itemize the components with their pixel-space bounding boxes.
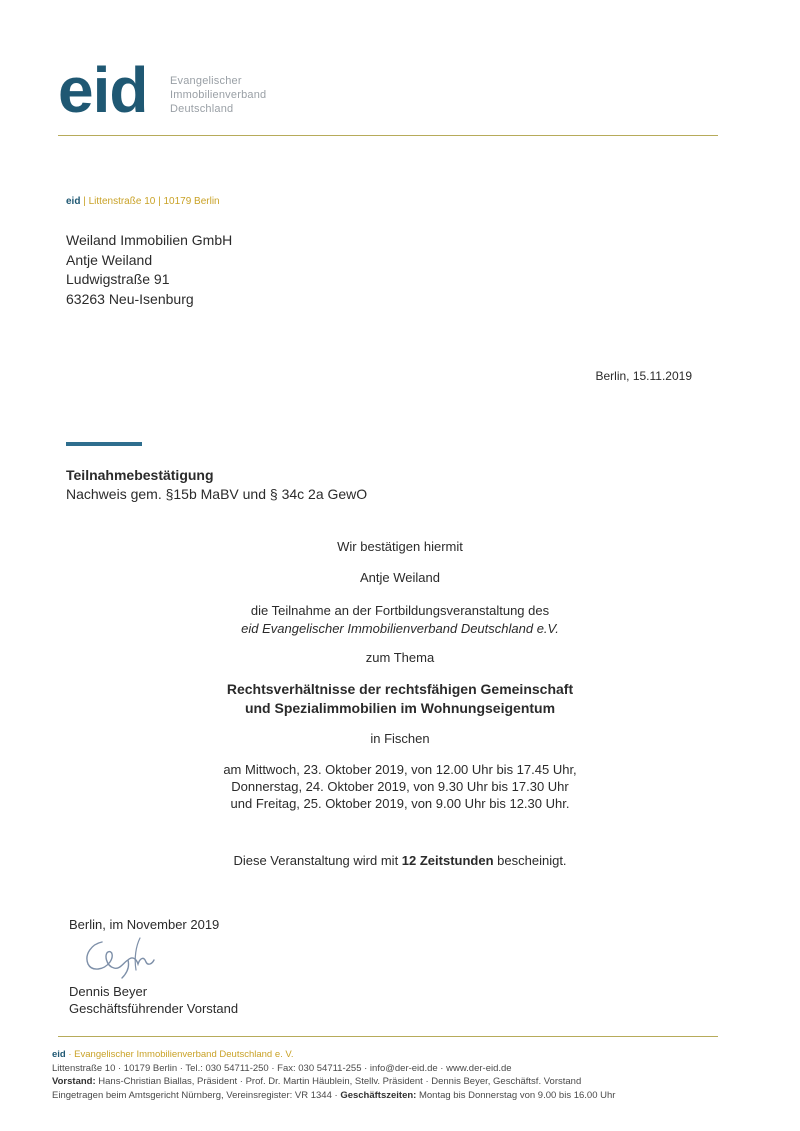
hours-count: 12 Zeitstunden bbox=[401, 853, 494, 868]
footer-register-line bbox=[52, 1089, 615, 1103]
footer bbox=[52, 1048, 615, 1102]
event-date-line: am Mittwoch, 23. Oktober 2019, von 12.00 Uhr bis 17.45 Uhr, bbox=[223, 762, 577, 777]
topic-label: zum Thema bbox=[365, 650, 435, 665]
organizer-name: eid Evangelischer Immobilienverband Deutschland e.V. bbox=[241, 621, 559, 636]
subject-subtitle: Nachweis gem. §15b MaBV und § 34c 2a GewO bbox=[66, 486, 368, 502]
event-date-line: und Freitag, 25. Oktober 2019, von 9.00 Uhr bis 12.30 Uhr. bbox=[230, 796, 570, 811]
hours-statement-pre: Diese Veranstaltung wird mit bbox=[233, 853, 402, 868]
header-rule bbox=[58, 135, 718, 136]
signatory-name: Dennis Beyer bbox=[69, 984, 148, 999]
event-topic-line: und Spezialimmobilien im Wohnungseigentum bbox=[244, 700, 556, 716]
footer-register: Eingetragen beim Amtsgericht Nürnberg, Vereinsregister: VR 1344 · bbox=[52, 1089, 341, 1101]
footer-board-label: Vorstand: bbox=[52, 1076, 96, 1087]
event-topic bbox=[130, 680, 670, 718]
subject-title: Teilnahmebestätigung bbox=[66, 467, 214, 483]
signature-place-date: Berlin, im November 2019 bbox=[69, 917, 220, 932]
footer-hours-label: Geschäftszeiten: bbox=[340, 1089, 417, 1101]
sender-brand: eid bbox=[66, 196, 81, 207]
logo-line: Evangelischer bbox=[170, 75, 242, 87]
sender-address: | Littenstraße 10 | 10179 Berlin bbox=[83, 196, 220, 207]
footer-board: Hans-Christian Biallas, Präsident · Prof. Dr. Martin Häublein, Stellv. Präsident · Dennis Beyer, Geschäftsf. Vorstand bbox=[95, 1076, 582, 1087]
footer-brand-line bbox=[52, 1048, 615, 1062]
participant-name: Antje Weiland bbox=[360, 570, 440, 585]
logo-wordmark bbox=[170, 74, 266, 116]
handwritten-signature bbox=[74, 934, 174, 982]
recipient-company: Weiland Immobilien GmbH bbox=[66, 232, 233, 248]
footer-rule bbox=[58, 1036, 718, 1037]
logo-line: Deutschland bbox=[170, 103, 234, 115]
event-topic-line: Rechtsverhältnisse der rechtsfähigen Gemeinschaft bbox=[226, 681, 574, 697]
letter-date: Berlin, 15.11.2019 bbox=[595, 369, 692, 383]
footer-contact: Littenstraße 10 · 10179 Berlin · Tel.: 030 54711-250 · Fax: 030 54711-255 · info@der-eid.de · www.der-eid.de bbox=[52, 1062, 512, 1074]
signatory-role: Geschäftsführender Vorstand bbox=[69, 1001, 239, 1016]
signatory bbox=[69, 983, 238, 1017]
event-dates bbox=[130, 761, 670, 812]
hours-statement-post: bescheinigt. bbox=[493, 853, 567, 868]
event-date-line: Donnerstag, 24. Oktober 2019, von 9.30 Uhr bis 17.30 Uhr bbox=[231, 779, 569, 794]
eid-logo: eid bbox=[58, 54, 148, 126]
hours-statement bbox=[130, 853, 670, 868]
recipient-street: Ludwigstraße 91 bbox=[66, 271, 170, 287]
event-location: in Fischen bbox=[370, 731, 430, 746]
recipient-city: 63263 Neu-Isenburg bbox=[66, 290, 194, 307]
subject bbox=[66, 466, 367, 504]
footer-brand: eid bbox=[52, 1049, 66, 1060]
confirmation-intro: Wir bestätigen hiermit bbox=[337, 539, 463, 554]
footer-brand-sub: · Evangelischer Immobilienverband Deutschland e. V. bbox=[65, 1049, 294, 1060]
event-organizer bbox=[130, 602, 670, 638]
footer-hours: Montag bis Donnerstag von 9.00 bis 16.00 Uhr bbox=[416, 1089, 616, 1101]
sender-line bbox=[66, 196, 220, 207]
recipient-person: Antje Weiland bbox=[66, 251, 153, 268]
subject-accent-bar bbox=[66, 442, 142, 446]
footer-board-line bbox=[52, 1075, 615, 1089]
event-organizer-line: die Teilnahme an der Fortbildungsveranstaltung des bbox=[250, 603, 550, 618]
recipient-address bbox=[66, 231, 232, 309]
logo-line: Immobilienverband bbox=[170, 89, 267, 101]
